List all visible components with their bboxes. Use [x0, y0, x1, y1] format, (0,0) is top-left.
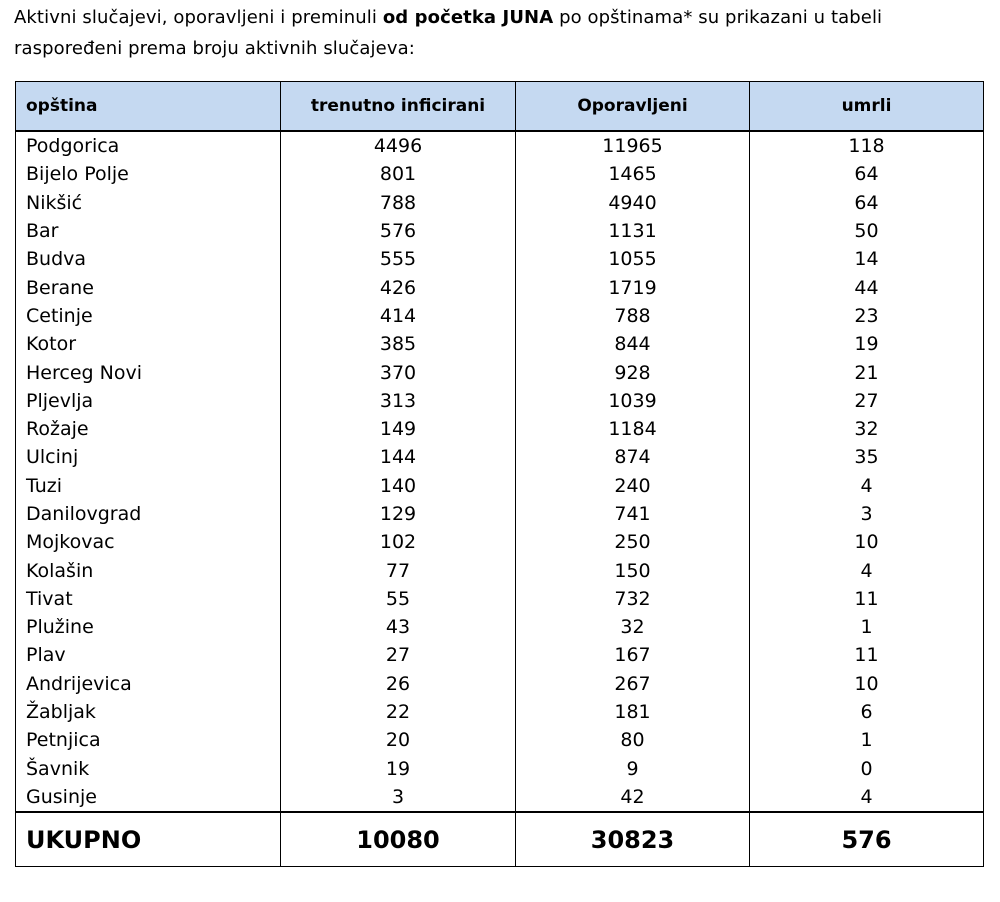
cell-deceased: 10 — [750, 528, 984, 556]
municipality-stats-table — [15, 81, 984, 867]
cell-recovered: 267 — [516, 670, 750, 698]
intro-part-2: po opštinama* su prikazani u tabeli raspoređeni prema broju aktivnih slučajeva: — [14, 7, 883, 59]
cell-municipality: Nikšić — [16, 189, 281, 217]
table-row — [16, 755, 984, 783]
cell-municipality: Bar — [16, 217, 281, 245]
cell-deceased: 118 — [750, 131, 984, 160]
intro-text — [14, 2, 984, 64]
cell-currently-infected: 801 — [281, 160, 516, 188]
cell-municipality: Budva — [16, 245, 281, 273]
header-currently-infected: trenutno inficirani — [281, 82, 516, 132]
table-row — [16, 783, 984, 812]
cell-deceased: 64 — [750, 189, 984, 217]
cell-recovered: 1131 — [516, 217, 750, 245]
table-row — [16, 443, 984, 471]
cell-currently-infected: 22 — [281, 698, 516, 726]
table-header-row — [16, 82, 984, 132]
cell-deceased: 32 — [750, 415, 984, 443]
table-row — [16, 641, 984, 669]
cell-recovered: 4940 — [516, 189, 750, 217]
cell-deceased: 19 — [750, 330, 984, 358]
table-row — [16, 131, 984, 160]
cell-deceased: 64 — [750, 160, 984, 188]
cell-currently-infected: 26 — [281, 670, 516, 698]
total-label: UKUPNO — [16, 812, 281, 867]
table-row — [16, 245, 984, 273]
cell-recovered: 42 — [516, 783, 750, 812]
cell-municipality: Berane — [16, 273, 281, 301]
table-row — [16, 472, 984, 500]
cell-currently-infected: 43 — [281, 613, 516, 641]
cell-currently-infected: 426 — [281, 273, 516, 301]
cell-recovered: 250 — [516, 528, 750, 556]
cell-municipality: Tivat — [16, 585, 281, 613]
cell-currently-infected: 77 — [281, 556, 516, 584]
total-row — [16, 812, 984, 867]
total-recovered: 30823 — [516, 812, 750, 867]
cell-currently-infected: 313 — [281, 387, 516, 415]
cell-currently-infected: 27 — [281, 641, 516, 669]
cell-recovered: 167 — [516, 641, 750, 669]
cell-municipality: Ulcinj — [16, 443, 281, 471]
cell-municipality: Tuzi — [16, 472, 281, 500]
cell-municipality: Andrijevica — [16, 670, 281, 698]
cell-currently-infected: 414 — [281, 302, 516, 330]
table-row — [16, 585, 984, 613]
cell-currently-infected: 149 — [281, 415, 516, 443]
cell-currently-infected: 102 — [281, 528, 516, 556]
total-currently-infected: 10080 — [281, 812, 516, 867]
cell-deceased: 14 — [750, 245, 984, 273]
intro-bold-date: od početka JUNA — [382, 7, 554, 28]
cell-currently-infected: 20 — [281, 726, 516, 754]
cell-deceased: 11 — [750, 641, 984, 669]
cell-municipality: Mojkovac — [16, 528, 281, 556]
table-body — [16, 131, 984, 812]
cell-currently-infected: 129 — [281, 500, 516, 528]
total-deceased: 576 — [750, 812, 984, 867]
cell-currently-infected: 55 — [281, 585, 516, 613]
cell-municipality: Bijelo Polje — [16, 160, 281, 188]
table-row — [16, 273, 984, 301]
header-municipality: opština — [16, 82, 281, 132]
cell-municipality: Kolašin — [16, 556, 281, 584]
cell-currently-infected: 19 — [281, 755, 516, 783]
cell-recovered: 732 — [516, 585, 750, 613]
table-row — [16, 556, 984, 584]
cell-recovered: 788 — [516, 302, 750, 330]
cell-recovered: 150 — [516, 556, 750, 584]
cell-municipality: Šavnik — [16, 755, 281, 783]
cell-recovered: 32 — [516, 613, 750, 641]
cell-currently-infected: 3 — [281, 783, 516, 812]
cell-municipality: Gusinje — [16, 783, 281, 812]
cell-municipality: Cetinje — [16, 302, 281, 330]
cell-currently-infected: 788 — [281, 189, 516, 217]
cell-deceased: 44 — [750, 273, 984, 301]
cell-deceased: 35 — [750, 443, 984, 471]
cell-municipality: Podgorica — [16, 131, 281, 160]
cell-deceased: 11 — [750, 585, 984, 613]
table-row — [16, 302, 984, 330]
cell-deceased: 4 — [750, 783, 984, 812]
table-row — [16, 528, 984, 556]
cell-municipality: Petnjica — [16, 726, 281, 754]
table-row — [16, 387, 984, 415]
cell-municipality: Kotor — [16, 330, 281, 358]
cell-deceased: 21 — [750, 358, 984, 386]
cell-recovered: 1039 — [516, 387, 750, 415]
cell-recovered: 9 — [516, 755, 750, 783]
cell-currently-infected: 144 — [281, 443, 516, 471]
table-row — [16, 160, 984, 188]
table-row — [16, 670, 984, 698]
cell-currently-infected: 140 — [281, 472, 516, 500]
table-row — [16, 415, 984, 443]
cell-recovered: 11965 — [516, 131, 750, 160]
cell-recovered: 80 — [516, 726, 750, 754]
cell-municipality: Pljevlja — [16, 387, 281, 415]
intro-part-1: Aktivni slučajevi, oporavljeni i preminuli — [14, 7, 383, 28]
cell-deceased: 3 — [750, 500, 984, 528]
cell-municipality: Herceg Novi — [16, 358, 281, 386]
cell-deceased: 1 — [750, 726, 984, 754]
cell-currently-infected: 4496 — [281, 131, 516, 160]
cell-recovered: 1465 — [516, 160, 750, 188]
table-row — [16, 500, 984, 528]
cell-municipality: Plužine — [16, 613, 281, 641]
cell-municipality: Plav — [16, 641, 281, 669]
cell-deceased: 10 — [750, 670, 984, 698]
cell-recovered: 874 — [516, 443, 750, 471]
cell-currently-infected: 370 — [281, 358, 516, 386]
cell-recovered: 181 — [516, 698, 750, 726]
cell-currently-infected: 576 — [281, 217, 516, 245]
cell-currently-infected: 385 — [281, 330, 516, 358]
table-row — [16, 358, 984, 386]
cell-municipality: Danilovgrad — [16, 500, 281, 528]
cell-recovered: 928 — [516, 358, 750, 386]
table-row — [16, 726, 984, 754]
cell-municipality: Rožaje — [16, 415, 281, 443]
table-row — [16, 698, 984, 726]
cell-deceased: 1 — [750, 613, 984, 641]
cell-recovered: 1184 — [516, 415, 750, 443]
cell-deceased: 6 — [750, 698, 984, 726]
table-row — [16, 613, 984, 641]
cell-deceased: 4 — [750, 556, 984, 584]
cell-municipality: Žabljak — [16, 698, 281, 726]
header-recovered: Oporavljeni — [516, 82, 750, 132]
cell-deceased: 0 — [750, 755, 984, 783]
cell-deceased: 50 — [750, 217, 984, 245]
cell-currently-infected: 555 — [281, 245, 516, 273]
cell-deceased: 23 — [750, 302, 984, 330]
table-row — [16, 217, 984, 245]
cell-deceased: 27 — [750, 387, 984, 415]
cell-recovered: 1719 — [516, 273, 750, 301]
cell-recovered: 240 — [516, 472, 750, 500]
cell-recovered: 844 — [516, 330, 750, 358]
cell-recovered: 741 — [516, 500, 750, 528]
cell-recovered: 1055 — [516, 245, 750, 273]
cell-deceased: 4 — [750, 472, 984, 500]
header-deceased: umrli — [750, 82, 984, 132]
table-row — [16, 189, 984, 217]
table-row — [16, 330, 984, 358]
